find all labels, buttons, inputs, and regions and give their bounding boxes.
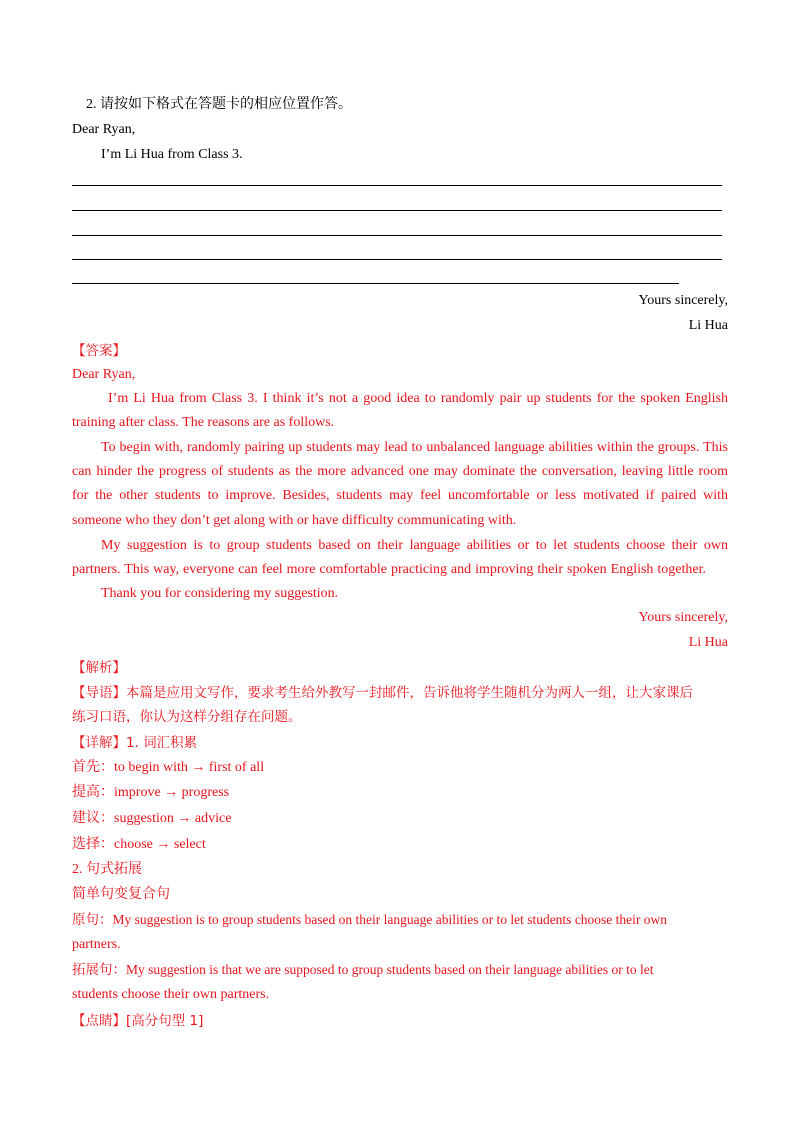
detail-line	[72, 734, 197, 752]
answer-p2-line2: can hinder the progress of students as the more advanced one may dominate the conversation, leaving little room	[72, 464, 728, 479]
answer-p3-line1: My suggestion is to group students based on their language abilities or to let students choose their own	[101, 538, 728, 553]
detail-label: 【详解】	[72, 735, 126, 751]
tip-line	[72, 1012, 203, 1030]
tip-label: 【点睛】	[72, 1013, 126, 1029]
detail-title: 1. 词汇积累	[126, 735, 198, 751]
answer-salutation: Dear Ryan,	[72, 367, 136, 382]
instruction-line: 2. 请按如下格式在答题卡的相应位置作答。	[86, 97, 352, 112]
answer-p3-line2: partners. This way, everyone can feel more comfortable practicing and improving their spoken English together.	[72, 562, 706, 577]
answer-p1-line2: training after class. The reasons are as follows.	[72, 415, 335, 430]
answer-heading: 【答案】	[72, 343, 126, 359]
analysis-heading: 【解析】	[72, 660, 126, 676]
sentence-sub: 简单句变复合句	[72, 887, 170, 902]
answer-line-3	[72, 235, 722, 236]
vocab-item-4: 选择：choose → select	[72, 837, 206, 852]
answer-signature: Li Hua	[688, 635, 728, 650]
answer-p2-line3: for the other students to improve. Besides, students may feel uncomfortable or less motivated if paired with	[72, 488, 728, 503]
vocab-item-2: 提高：improve → progress	[72, 785, 230, 800]
answer-line-2	[72, 210, 722, 211]
answer-p2-line4: someone who they don’t get along with or have difficulty communicating with.	[72, 513, 517, 528]
original-line1: 原句：My suggestion is to group students based on their language abilities or to let students choose their own	[72, 912, 668, 927]
answer-line-1	[72, 185, 722, 186]
prompt-opening: I’m Li Hua from Class 3.	[101, 147, 243, 162]
expanded-line2: students choose their own partners.	[72, 987, 270, 1002]
prompt-closing: Yours sincerely,	[638, 293, 728, 308]
answer-p2-line1: To begin with, randomly pairing up students may lead to unbalanced language abilities within the groups. This	[101, 440, 728, 455]
answer-p1-line1: I’m Li Hua from Class 3. I think it’s not a good idea to randomly pair up students for the spoken English	[108, 391, 728, 406]
original-line2: partners.	[72, 937, 121, 952]
guide-line1	[72, 684, 693, 702]
answer-closing: Yours sincerely,	[638, 610, 728, 625]
answer-line-4	[72, 259, 722, 260]
guide-line2: 练习口语，你认为这样分组存在问题。	[72, 709, 302, 725]
answer-p4: Thank you for considering my suggestion.	[101, 586, 339, 601]
prompt-signature: Li Hua	[688, 318, 728, 333]
sentence-title: 2. 句式拓展	[72, 862, 142, 877]
expanded-line1: 拓展句：My suggestion is that we are supposed to group students based on their language abilities or to let	[72, 962, 654, 977]
answer-line-5	[72, 283, 679, 284]
guide-label: 【导语】	[72, 685, 126, 701]
prompt-salutation: Dear Ryan,	[72, 122, 136, 137]
vocab-item-1: 首先：to begin with → first of all	[72, 760, 265, 775]
vocab-item-3: 建议：suggestion → advice	[72, 811, 232, 826]
guide-text-1: 本篇是应用文写作，要求考生给外教写一封邮件，告诉他将学生随机分为两人一组，让大家课后	[126, 685, 693, 701]
tip-text: [高分句型 1]	[126, 1013, 204, 1029]
